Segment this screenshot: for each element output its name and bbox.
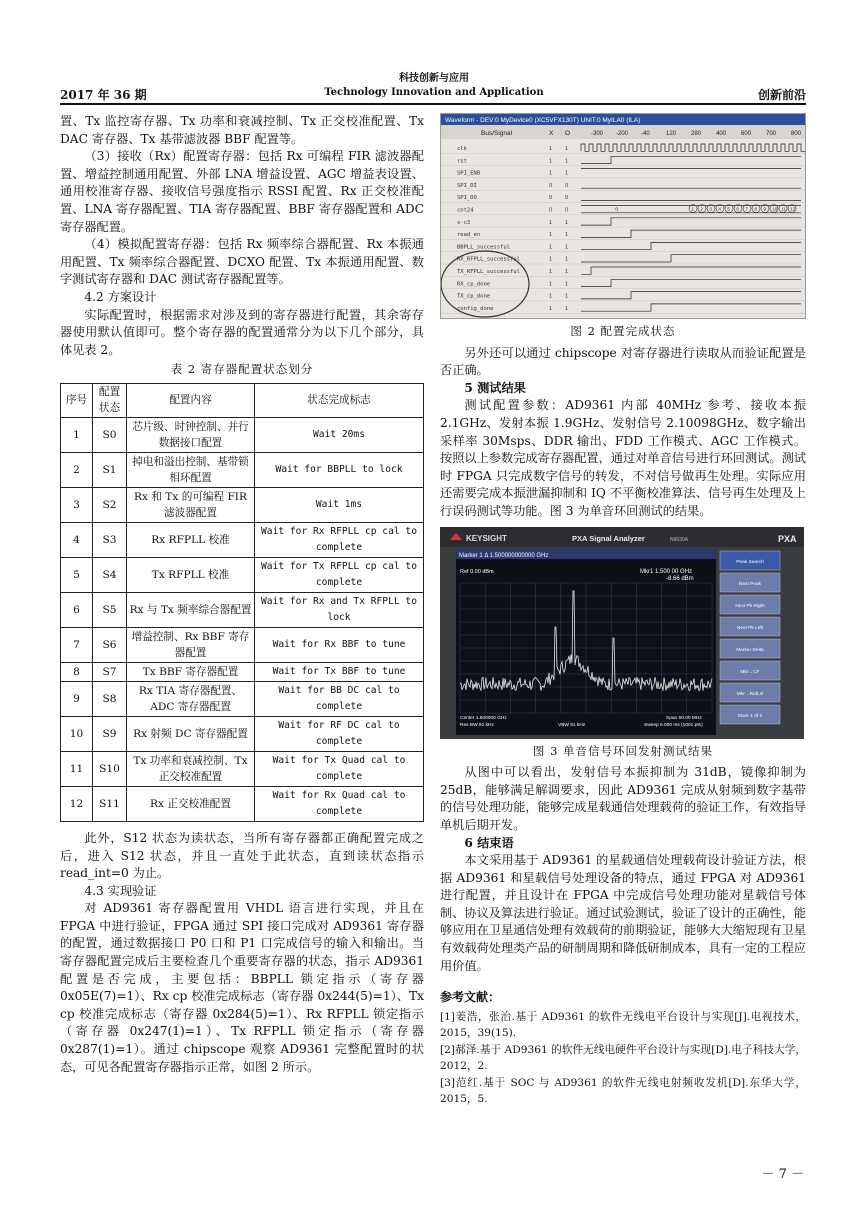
signal-value: 1	[549, 244, 553, 251]
table-cell: 增益控制、Rx BBF 寄存器配置	[127, 627, 255, 662]
table-cell: 5	[61, 557, 93, 592]
resolution-bw: Res BW 91 kHz	[460, 722, 494, 728]
table-cell: 4	[61, 522, 93, 557]
analyzer-model: N9030A	[670, 536, 689, 543]
table-caption: 表 2 寄存器配置状态划分	[170, 362, 314, 377]
reference-item: [3]范红.基于 SOC 与 AD9361 的软件无线电射频收发机[D].东华大学，2015，5.	[440, 1076, 806, 1106]
table-header: 配置状态	[93, 383, 127, 417]
bus-value: 9	[763, 206, 766, 212]
col-x: X	[549, 130, 554, 137]
table-cell: Rx TIA 寄存器配置、ADC 寄存器配置	[127, 681, 255, 716]
table-cell: 8	[61, 662, 93, 681]
signal-value: 1	[565, 305, 569, 312]
table-cell: Tx RFPLL 校准	[127, 557, 255, 592]
paragraph: 此外，S12 状态为读状态，当所有寄存器都正确配置完成之后，进入 S12 状态，并且一直处于此状态，直到读状态指示 read_int=0 为止。	[60, 830, 424, 881]
issue-label: 2017 年 36 期	[60, 88, 147, 102]
table-row	[61, 417, 424, 452]
time-tick-label: 400	[716, 131, 727, 137]
softkey-label: Marker Delta	[736, 647, 764, 653]
signal-value: 1	[549, 305, 553, 312]
bus-value: 3	[709, 206, 712, 212]
section-heading-4-2: 4.2 方案设计	[84, 289, 157, 304]
table-cell: Rx 射频 DC 寄存器配置	[127, 716, 255, 751]
signal-name: RX_cp_done	[457, 281, 491, 288]
softkey-label: More 1 of 2	[737, 713, 763, 719]
sweep-time: Sweep 6.000 ms (1001 pts)	[644, 722, 703, 728]
signal-value: 1	[549, 269, 553, 275]
signal-value: 1	[549, 256, 553, 263]
bus-value: 7	[745, 206, 748, 212]
signal-name: TX_cp_done	[457, 293, 491, 300]
signal-name: read_en	[457, 232, 481, 239]
section-label: 创新前沿	[757, 88, 806, 102]
table-row	[61, 487, 424, 522]
waveform-svg	[441, 114, 805, 318]
table-cell: 11	[61, 751, 93, 786]
marker-readout-bar: Marker 1 Δ 1.500000000000 GHz	[459, 552, 549, 559]
softkey-label: Peak Search	[736, 559, 764, 565]
softkey-label: Next Peak	[738, 581, 762, 587]
table-cell: S6	[93, 627, 127, 662]
table-row	[61, 627, 424, 662]
signal-name: s-c3	[457, 219, 471, 226]
table-cell: S4	[93, 557, 127, 592]
table-cell: Rx 与 Tx 频率综合器配置	[127, 592, 255, 627]
paragraph: 另外还可以通过 chipscope 对寄存器进行读取从而验证配置是否正确。	[440, 345, 806, 378]
table-cell: 掉电和溢出控制、基带锁相环配置	[127, 452, 255, 487]
brand-name: KEYSIGHT	[466, 533, 507, 543]
signal-value: 1	[549, 158, 553, 165]
signal-name: cnt24	[457, 207, 474, 214]
table-row	[61, 716, 424, 751]
signal-value: 0	[549, 207, 553, 214]
bus-value: 5	[727, 206, 730, 212]
paragraph: 测试配置参数：AD9361 内部 40MHz 参考、接收本振 2.1GHz、发射本振 1.9GHz、发射信号 2.10098GHz、数字输出采样率 30Msps、DDR 输出、FDD 工作模式、AGC 工作模式。按照以上参数完成寄存器配置，通过对单音信号进行环回测试。测试时 FPGA 只完成数字信号的转发，不对信号做再生处理。实际应用还需要完成本振泄漏抑制和 IQ 不平衡校准算法、信号再生处理及上行误码测试等功能。图 3 为单音环回测试的结果。	[440, 398, 806, 518]
signal-name: TX_RFPLL_successful	[457, 269, 520, 275]
signal-value: 1	[565, 281, 569, 288]
bus-value: 12	[790, 206, 796, 212]
signal-value: 0	[565, 182, 569, 189]
signal-waveform	[581, 267, 801, 274]
signal-value: 1	[549, 293, 553, 300]
paragraph: 置、Tx 监控寄存器、Tx 功率和衰减控制、Tx 正交校准配置、Tx DAC 寄存器、Tx 基带滤波器 BBF 配置等。	[60, 114, 424, 146]
signal-name: SPI_DI	[457, 182, 477, 189]
table-row	[61, 522, 424, 557]
spectrum-svg	[440, 527, 804, 739]
span: Span 60.00 MHz	[666, 715, 702, 721]
time-tick-label: 700	[766, 131, 777, 137]
signal-value: 1	[565, 170, 569, 177]
table-cell: Wait for BBPLL to lock	[255, 452, 424, 487]
signal-value: 1	[565, 219, 569, 226]
table-cell: S8	[93, 681, 127, 716]
journal-title-en: Technology Innovation and Application	[324, 87, 544, 98]
signal-waveform	[581, 279, 801, 286]
reference-item: [2]郝泽.基于 AD9361 的软件无线电硬件平台设计与实现[D].电子科技大学，2012，2.	[440, 1043, 806, 1073]
table-cell: Wait for Rx Quad cal to complete	[255, 786, 424, 821]
table-cell: Wait 20ms	[255, 417, 424, 452]
table-cell: 7	[61, 627, 93, 662]
table-cell: S7	[93, 662, 127, 681]
table-cell: 12	[61, 786, 93, 821]
table-header: 序号	[61, 383, 93, 417]
table-cell: 1	[61, 417, 93, 452]
table-row	[61, 786, 424, 821]
signal-name: rst	[457, 158, 467, 165]
table-cell: S5	[93, 592, 127, 627]
signal-name: BBPLL_successful	[457, 244, 510, 251]
bus-value: 2	[700, 206, 703, 212]
signal-waveform	[581, 242, 801, 249]
signal-name: config_done	[457, 305, 494, 312]
table-cell: 9	[61, 681, 93, 716]
journal-title-cn: 科技创新与应用	[399, 73, 469, 84]
signal-name: clk	[457, 146, 467, 152]
table-cell: Wait for Tx RFPLL cp cal to complete	[255, 557, 424, 592]
table-cell: Wait 1ms	[255, 487, 424, 522]
col-bus-signal: Bus/Signal	[481, 130, 513, 137]
table-header: 配置内容	[127, 383, 255, 417]
table-cell: Wait for Rx RFPLL cp cal to complete	[255, 522, 424, 557]
pxa-logo: PXA	[778, 533, 797, 544]
bus-value: 4	[718, 206, 721, 212]
signal-waveform	[581, 255, 801, 262]
paragraph: 从图中可以看出，发射信号本振抑制为 31dB，镜像抑制为 25dB，能够满足解调要求，因此 AD9361 完成从射频到数字基带的信号处理功能，能够完成星载通信处理载荷的验证工作，有效指导单机后期开发。	[440, 765, 806, 832]
signal-value: 1	[565, 256, 569, 263]
table-header: 状态完成标志	[255, 383, 424, 417]
table-row	[61, 681, 424, 716]
bus-value: 8	[754, 206, 757, 212]
bus-value: 6	[736, 206, 739, 212]
signal-name: RX_RFPLL_successful	[457, 256, 520, 263]
journal-title	[0, 72, 868, 100]
time-tick-label: 800	[791, 131, 802, 137]
signal-waveform	[581, 292, 801, 299]
bus-value: 10	[772, 206, 778, 212]
table-cell: 10	[61, 716, 93, 751]
table-cell: Wait for Tx BBF to tune	[255, 662, 424, 681]
time-tick-label: -300	[591, 131, 604, 137]
paragraph: （4）模拟配置寄存器：包括 Rx 频率综合器配置、Rx 本振通用配置、Tx 频率综合器配置、DCXO 配置、Tx 本振通用配置、数字测试寄存器和 DAC 测试寄存器配置等。	[60, 237, 424, 287]
table-cell: S3	[93, 522, 127, 557]
table-cell: Wait for Tx Quad cal to complete	[255, 751, 424, 786]
table-cell: Tx BBF 寄存器配置	[127, 662, 255, 681]
signal-waveform	[581, 304, 801, 311]
waveform-title: Waveform - DEV:0 MyDevice0 (XC5VFX130T) UNIT:0 MyILA0 (ILA)	[445, 117, 641, 124]
paragraph: 对 AD9361 寄存器配置用 VHDL 语言进行实现，并且在 FPGA 中进行验证，FPGA 通过 SPI 接口完成对 AD9361 寄存器的配置，通过数据接口 P0 口和 P1 口完成信号的输入和输出。当寄存器配置完成后主要检查几个重要寄存器的状态，指示 AD9361 配置是否完成，主要包括：BBPLL 锁定指示（寄存器 0x05E(7)=1）、Rx cp 校准完成标志（寄存器 0x244(5)=1）、Tx cp 校准完成标志（寄存器 0x284(5)=1）、Rx RFPLL 锁定指示（寄存器 0x247(1)=1）、Tx RFPLL 锁定指示（寄存器 0x287(1)=1）。通过 chipscope 观察 AD9361 完整配置时的状态，可见各配置寄存器指示正常，如图 2 所示。	[60, 901, 424, 1074]
register-config-table	[60, 383, 424, 822]
signal-value: 1	[549, 170, 553, 177]
table-cell: Wait for Rx BBF to tune	[255, 627, 424, 662]
paragraph: （3）接收（Rx）配置寄存器：包括 Rx 可编程 FIR 滤波器配置、增益控制通用配置、外部 LNA 增益设置、AGC 增益表设置、通用校准寄存器、接收信号强度指示 RSSI 配置、Rx 正交校准配置、LNA 寄存器配置、TIA 寄存器配置、BBF 寄存器配置和 ADC 寄存器配置。	[60, 149, 424, 234]
page-number: － 7 －	[761, 1167, 804, 1182]
analyzer-title: PXA Signal Analyzer	[572, 533, 645, 543]
table-cell: 芯片级、时钟控制、并行数据接口配置	[127, 417, 255, 452]
table-cell: Wait for RF DC cal to complete	[255, 716, 424, 751]
signal-value: 1	[565, 158, 569, 165]
time-tick-label: -200	[616, 131, 629, 137]
table-cell: 3	[61, 487, 93, 522]
references-list	[440, 1009, 806, 1108]
spectrum-analyzer-photo	[440, 527, 804, 739]
table-row	[61, 452, 424, 487]
references-title: 参考文献：	[440, 990, 501, 1005]
signal-value: 1	[549, 232, 553, 239]
ref-level: Ref 0.00 dBm	[460, 568, 494, 575]
table-cell: Tx 功率和衰减控制、Tx 正交校准配置	[127, 751, 255, 786]
signal-waveform	[581, 230, 801, 237]
signal-waveform	[581, 144, 805, 151]
paragraph: 本文采用基于 AD9361 的星载通信处理载荷设计验证方法，根据 AD9361 和星载信号处理设备的特点，通过 FPGA 对 AD9361 进行配置，并且设计在 FPGA 中完成信号处理功能对星载信号体制、协议及算法进行验证。通过试验测试，验证了设计的正确性，能够应用在卫星通信处理有效载荷的前期验证，能够大大缩短现有卫星有效载荷处理类产品的研制周期和降低研制成本，具有一定的工程应用价值。	[440, 853, 806, 973]
time-tick-label: -40	[641, 131, 650, 137]
signal-name: SPI_DO	[457, 195, 477, 202]
table-row	[61, 592, 424, 627]
time-tick-label: 600	[741, 131, 752, 137]
section-heading-6: 6 结束语	[464, 835, 514, 850]
table-cell: S2	[93, 487, 127, 522]
signal-value: 1	[565, 269, 569, 275]
marker-frequency: Mkr1 1.500 00 GHz	[640, 568, 693, 575]
signal-waveform	[581, 218, 801, 225]
signal-name: SPI_ENB	[457, 170, 481, 177]
table-cell: Rx 正交校准配置	[127, 786, 255, 821]
right-column	[440, 113, 806, 1108]
signal-value: 0	[565, 207, 569, 214]
header-rule	[60, 103, 806, 105]
signal-value: 0	[549, 182, 553, 189]
table-header-row	[61, 383, 424, 417]
time-tick-label: 120	[666, 131, 677, 137]
signal-value: 1	[549, 219, 553, 226]
table-cell: S0	[93, 417, 127, 452]
table-cell: 2	[61, 452, 93, 487]
paragraph: 实际配置时，根据需求对涉及到的寄存器进行配置，其余寄存器使用默认值即可。整个寄存器的配置通常分为以下几个部分，具体见表 2。	[60, 307, 424, 357]
section-heading-4-3: 4.3 实现验证	[84, 883, 157, 898]
signal-value: 1	[565, 232, 569, 239]
time-tick-label: 280	[691, 131, 702, 137]
table-cell: 6	[61, 592, 93, 627]
table-row	[61, 557, 424, 592]
center-frequency: Center 1.500000 GHz	[460, 715, 507, 721]
bus-value: 11	[781, 206, 787, 212]
table-cell: Wait for BB DC cal to complete	[255, 681, 424, 716]
table-cell: S11	[93, 786, 127, 821]
table-cell: S9	[93, 716, 127, 751]
table-cell: S10	[93, 751, 127, 786]
bus-value: 1	[691, 206, 694, 212]
figure-2-caption: 图 2 配置完成状态	[570, 324, 676, 338]
signal-waveform	[581, 156, 801, 163]
video-bw: VBW 91 kHz	[558, 722, 586, 728]
table-row	[61, 751, 424, 786]
table-cell: Rx RFPLL 校准	[127, 522, 255, 557]
softkey-label: Next Pk Right	[735, 603, 765, 609]
reference-item: [1]姜浩，张治.基于 AD9361 的软件无线电平台设计与实现[J].电视技术，2015，39(15).	[440, 1010, 806, 1040]
signal-value: 1	[565, 293, 569, 300]
softkey-label: Mkr→CF	[740, 669, 760, 675]
figure-3-caption: 图 3 单音信号环回发射测试结果	[532, 743, 714, 758]
table-cell: Wait for Rx and Tx RFPLL to lock	[255, 592, 424, 627]
signal-value: 0	[549, 195, 553, 202]
signal-value: 1	[549, 281, 553, 288]
section-heading-5: 5 测试结果	[464, 380, 526, 395]
left-column	[60, 113, 424, 1076]
table-row	[61, 662, 424, 681]
softkey-label: Next Pk Left	[736, 625, 764, 631]
signal-value: 1	[565, 146, 569, 152]
marker-amplitude: -8.66 dBm	[666, 575, 694, 582]
table-cell: Rx 和 Tx 的可编程 FIR 滤波器配置	[127, 487, 255, 522]
signal-value: 1	[565, 244, 569, 251]
table-cell: S1	[93, 452, 127, 487]
softkey-label: Mkr→RefLvl	[736, 691, 764, 697]
signal-value: 1	[549, 146, 553, 152]
chipscope-waveform-figure	[440, 113, 806, 319]
signal-value: 0	[565, 195, 569, 202]
col-o: O	[565, 130, 571, 137]
bus-value: 0	[615, 206, 618, 212]
